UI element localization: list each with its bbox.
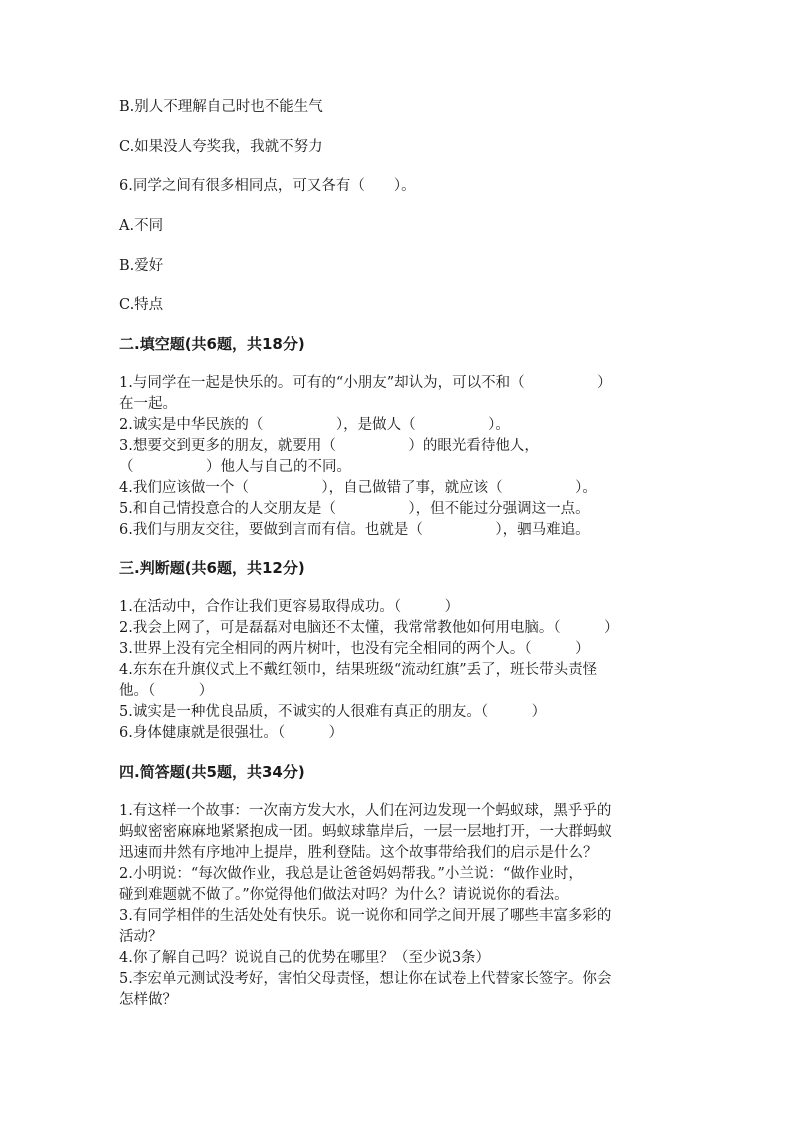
- true-false-line: 5.诚实是一种优良品质，不诚实的人很难有真正的朋友。（ ）: [119, 704, 547, 720]
- section-title-short-answer: 四.简答题(共5题，共34分): [119, 763, 305, 781]
- q6-option-a: A.不同: [119, 218, 164, 234]
- fill-in-line: 2.诚实是中华民族的（ ），是做人（ ）。: [119, 417, 510, 433]
- q5-option-b: B.别人不理解自己时也不能生气: [119, 99, 323, 115]
- fill-in-line: 5.和自己情投意合的人交朋友是（ ），但不能过分强调这一点。: [119, 501, 590, 517]
- true-false-line: 6.身体健康就是很强壮。（ ）: [119, 725, 344, 741]
- fill-in-line: 在一起。: [119, 396, 177, 412]
- true-false-line: 1.在活动中，合作让我们更容易取得成功。（ ）: [119, 599, 460, 615]
- section-title-fill-in: 二.填空题(共6题，共18分): [119, 335, 305, 353]
- true-false-line: 2.我会上网了，可是磊磊对电脑还不太懂，我常常教他如何用电脑。（ ）: [119, 620, 619, 636]
- short-answer-line: 5.李宏单元测试没考好，害怕父母责怪，想让你在试卷上代替家长签字。你会: [119, 971, 612, 987]
- short-answer-line: 碰到难题就不做了。”你觉得他们做法对吗？为什么？请说说你的看法。: [119, 887, 569, 903]
- true-false-line: 4.东东在升旗仪式上不戴红领巾，结果班级“流动红旗”丢了，班长带头责怪: [119, 662, 598, 678]
- short-answer-line: 4.你了解自己吗？说说自己的优势在哪里？（至少说3条）: [119, 950, 491, 966]
- short-answer-line: 2.小明说：“每次做作业，我总是让爸爸妈妈帮我。”小兰说：“做作业时，: [119, 866, 583, 882]
- q6-option-c: C.特点: [119, 297, 164, 313]
- q6-stem: 6.同学之间有很多相同点，可又各有（ ）。: [119, 178, 416, 194]
- short-answer-line: 迅速而井然有序地冲上提岸，胜利登陆。这个故事带给我们的启示是什么？: [119, 845, 598, 861]
- short-answer-line: 1.有这样一个故事：一次南方发大水，人们在河边发现一个蚂蚁球，黑乎乎的: [119, 803, 612, 819]
- fill-in-line: 6.我们与朋友交往，要做到言而有信。也就是（ ），驷马难追。: [119, 522, 590, 538]
- section-title-true-false: 三.判断题(共6题，共12分): [119, 559, 305, 577]
- true-false-line: 他。（ ）: [119, 683, 214, 699]
- fill-in-line: （ ）他人与自己的不同。: [119, 459, 351, 475]
- short-answer-line: 蚂蚁密密麻麻地紧紧抱成一团。蚂蚁球靠岸后，一层一层地打开，一大群蚂蚁: [119, 824, 612, 840]
- short-answer-line: 活动？: [119, 929, 163, 945]
- q6-option-b: B.爱好: [119, 258, 164, 274]
- short-answer-line: 3.有同学相伴的生活处处有快乐。说一说你和同学之间开展了哪些丰富多彩的: [119, 908, 612, 924]
- true-false-line: 3.世界上没有完全相同的两片树叶，也没有完全相同的两个人。（ ）: [119, 641, 590, 657]
- fill-in-line: 3.想要交到更多的朋友，就要用（ ）的眼光看待他人，: [119, 438, 539, 454]
- short-answer-line: 怎样做？: [119, 992, 177, 1008]
- q5-option-c: C.如果没人夸奖我，我就不努力: [119, 139, 323, 155]
- fill-in-line: 4.我们应该做一个（ ），自己做错了事，就应该（ ）。: [119, 480, 597, 496]
- fill-in-line: 1.与同学在一起是快乐的。可有的“小朋友”却认为，可以不和（ ）: [119, 375, 612, 391]
